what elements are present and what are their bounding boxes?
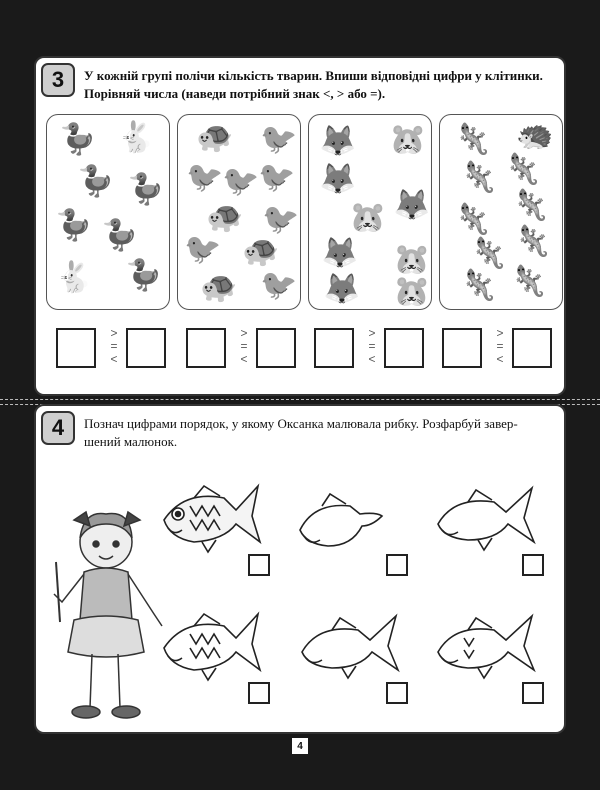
answer-box[interactable]: [512, 328, 552, 368]
duck-icon: 🦆: [101, 219, 139, 252]
duck-icon: 🦆: [55, 209, 93, 242]
task-number-badge: 4: [41, 411, 75, 445]
comparison-row: [56, 328, 554, 372]
hedgehog-icon: 🦔: [516, 119, 554, 152]
order-box[interactable]: [522, 682, 544, 704]
order-box[interactable]: [386, 682, 408, 704]
lizard-icon: 🦎: [514, 225, 552, 258]
bird-icon: 🐦: [184, 233, 222, 266]
answer-box[interactable]: [384, 328, 424, 368]
girl-illustration: [44, 502, 164, 724]
lizard-icon: 🦎: [454, 203, 492, 236]
lizard-icon: 🦎: [504, 153, 542, 186]
fox-icon: 🦊: [319, 163, 357, 196]
answer-box[interactable]: [256, 328, 296, 368]
duck-icon: 🦆: [127, 173, 165, 206]
bird-icon: 🐦: [186, 161, 224, 194]
fox-icon: 🦊: [393, 189, 431, 222]
lizard-icon: 🦎: [454, 123, 492, 156]
bird-icon: 🐦: [260, 123, 298, 156]
task-4-panel: [34, 404, 566, 734]
order-box[interactable]: [522, 554, 544, 576]
bird-icon: 🐦: [222, 165, 260, 198]
fish-drawing-fins: [292, 608, 402, 683]
fox-icon: 🦊: [321, 237, 359, 270]
bird-icon: 🐦: [258, 161, 296, 194]
animal-group-4: [439, 114, 563, 310]
animal-group-2: [177, 114, 301, 310]
lizard-icon: 🦎: [470, 237, 508, 270]
hamster-icon: 🐹: [349, 201, 387, 234]
lizard-icon: 🦎: [510, 265, 548, 298]
animal-group-1: [46, 114, 170, 310]
answer-box[interactable]: [126, 328, 166, 368]
lizard-icon: 🦎: [460, 161, 498, 194]
rabbit-icon: 🐇: [117, 121, 155, 154]
order-box[interactable]: [386, 554, 408, 576]
answer-box[interactable]: [442, 328, 482, 368]
answer-box[interactable]: [56, 328, 96, 368]
lizard-icon: 🦎: [512, 189, 550, 222]
duck-icon: 🦆: [59, 123, 97, 156]
fox-icon: 🦊: [323, 273, 361, 306]
compare-signs[interactable]: > = <: [368, 327, 376, 367]
hamster-icon: 🐹: [389, 123, 427, 156]
task-3-line-2: Порівняй числа (наведи потрібний знак <, > або =).: [84, 86, 386, 101]
task-number-badge: 3: [41, 63, 75, 97]
order-box[interactable]: [248, 682, 270, 704]
fox-icon: 🦊: [319, 125, 357, 158]
answer-box[interactable]: [314, 328, 354, 368]
hamster-icon: 🐹: [393, 275, 431, 308]
fish-drawing-tail: [428, 480, 538, 555]
bird-icon: 🐦: [262, 203, 300, 236]
turtle-icon: 🐢: [242, 235, 280, 268]
turtle-icon: 🐢: [196, 121, 234, 154]
fish-drawing-eye: [428, 608, 538, 683]
compare-signs[interactable]: > = <: [496, 327, 504, 367]
turtle-icon: 🐢: [200, 271, 238, 304]
answer-box[interactable]: [186, 328, 226, 368]
compare-signs[interactable]: > = <: [110, 327, 118, 367]
hamster-icon: 🐹: [393, 243, 431, 276]
task-4-instructions: [84, 415, 554, 451]
compare-signs[interactable]: > = <: [240, 327, 248, 367]
turtle-icon: 🐢: [206, 201, 244, 234]
lizard-icon: 🦎: [460, 269, 498, 302]
bird-icon: 🐦: [260, 269, 298, 302]
task-3-line-1: У кожній групі полічи кількість тварин. Впиши відповідні цифри у клітинки.: [84, 68, 543, 83]
duck-icon: 🦆: [125, 259, 163, 292]
task-3-panel: [34, 56, 566, 396]
task-4-line-1: Познач цифрами порядок, у якому Оксанка малювала рибку. Розфарбуй завер-: [84, 416, 518, 431]
fish-drawing-scales: [154, 608, 264, 683]
duck-icon: 🦆: [77, 165, 115, 198]
animal-group-3: [308, 114, 432, 310]
task-4-line-2: шений малюнок.: [84, 434, 178, 449]
fish-drawing-outline: [292, 486, 402, 561]
page-number: 4: [292, 738, 308, 754]
rabbit-icon: 🐇: [55, 261, 93, 294]
task-3-instructions: [84, 67, 554, 103]
fish-drawing-complete: [154, 480, 264, 555]
order-box[interactable]: [248, 554, 270, 576]
